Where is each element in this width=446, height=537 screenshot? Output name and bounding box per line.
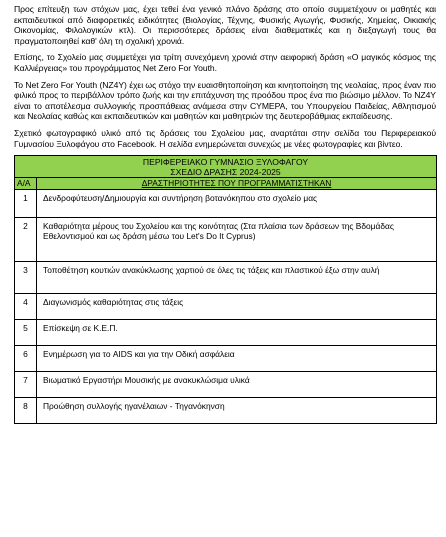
row-number: 5: [15, 320, 37, 346]
table-row: [15, 398, 437, 424]
program-paragraph: Επίσης, το Σχολείο μας συμμετέχει για τρίτη συνεχόμενη χρονιά στην αειφορική δράση «Ο μαγικός κόσμος της Καλλιέργειας» του προγράμματος Net Zero For Youth.: [14, 52, 436, 73]
row-number: 1: [15, 190, 37, 218]
table-row: [15, 190, 437, 218]
row-activity: Επίσκεψη σε Κ.Ε.Π.: [37, 320, 437, 346]
row-number: 4: [15, 294, 37, 320]
table-row: [15, 320, 437, 346]
row-number: 3: [15, 262, 37, 294]
row-activity: Καθαριότητα μέρους του Σχολείου και της κοινότητας (Στα πλαίσια των δράσεων της Βδομάδας Εθελοντισμού και ως δράση μέσω του Let's Do It Cyprus): [37, 218, 437, 262]
row-number: 7: [15, 372, 37, 398]
row-activity: Διαγωνισμός καθαριότητας στις τάξεις: [37, 294, 437, 320]
row-number: 6: [15, 346, 37, 372]
row-number: 8: [15, 398, 37, 424]
table-row: [15, 346, 437, 372]
row-number: 2: [15, 218, 37, 262]
table-title-school: ΠΕΡΙΦΕΡΕΙΑΚΟ ΓΥΜΝΑΣΙΟ ΞΥΛΟΦΑΓΟΥ: [142, 157, 309, 168]
row-activity: Τοποθέτηση κουτιών ανακύκλωσης χαρτιού σε όλες τις τάξεις και πλαστικού έξω στην αυλή: [37, 262, 437, 294]
table-title-plan: ΣΧΕΔΙΟ ΔΡΑΣΗΣ 2024-2025: [170, 167, 281, 178]
row-activity: Ενημέρωση για το AIDS και για την Οδική ασφάλεια: [37, 346, 437, 372]
header-number: Α/Α: [15, 178, 37, 190]
table-row: [15, 372, 437, 398]
header-activities: ΔΡΑΣΤΗΡΙΟΤΗΤΕΣ ΠΟΥ ΠΡΟΓΡΑΜΜΑΤΙΣΤΗΚΑΝ: [37, 178, 437, 190]
table-row: [15, 218, 437, 262]
table-title: [15, 156, 437, 178]
table-row: [15, 294, 437, 320]
facebook-paragraph: Σχετικό φωτογραφικό υλικό από τις δράσεις του Σχολείου μας, αναρτάται στην σελίδα του Περιφερειακού Γυμνασίου Ξυλοφάγου στο Facebook. Η σελίδα ενημερώνεται συνεχώς με νέες φωτογραφίες και βίντεο.: [14, 127, 436, 149]
intro-paragraph: Προς επίτευξη των στόχων μας, έχει τεθεί ένα γενικό πλάνο δράσης στο οποίο συμμετέχουν οι μαθητές και εκπαιδευτικοί από διαφορετικές ειδικότητες (Βιολογίας, Τέχνης, Φυσικής Αγωγής, Φυσικής, Χημείας, Οικιακής Οικονομίας, Φιλολογικών κτλ). Οι περισσότερες δράσεις είναι διαθεματικές και η διεξαγωγή τους θα πραγματοποιηθεί καθ' όλη τη σχολική χρονιά.: [14, 4, 436, 46]
row-activity: Δενδροφύτευση/Δημιουργία και συντήρηση βοτανόκηπου στο σχολείο μας: [37, 190, 437, 218]
action-plan-table: [14, 155, 437, 424]
nz4y-paragraph: Το Net Zero For Youth (NZ4Y) έχει ως στόχο την ευαισθητοποίηση και κινητοποίηση της νεολαίας, προς έναν πιο φιλικό προς το περιβάλλον τρόπο ζωής και την επιτάχυνση της προόδου προς ένα πιο βιώσιμο μέλλον. Το NZ4Y είναι το αποτέλεσμα συλλογικής προσπάθειας ανάμεσα στην CYMEPA, του Υπουργείου Παιδείας, Αθλητισμού και Νεολαίας καθώς και εκπαιδευτικών και μαθητών και μαθητριών της δευτεροβάθμιας εκπαίδευσης.: [14, 79, 436, 122]
table-row: [15, 262, 437, 294]
row-activity: Βιωματικό Εργαστήρι Μουσικής με ανακυκλώσιμα υλικά: [37, 372, 437, 398]
row-activity: Προώθηση συλλογής ηγανέλαιων - Τηγανόκηνση: [37, 398, 437, 424]
